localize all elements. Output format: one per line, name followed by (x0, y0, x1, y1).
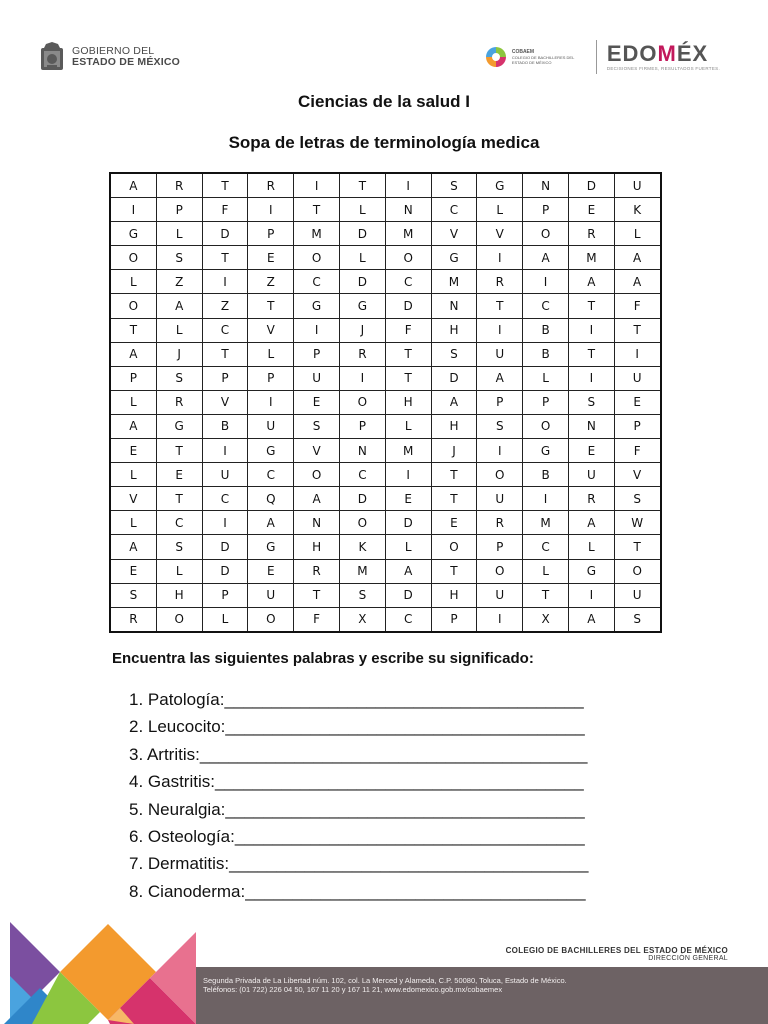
grid-cell: P (202, 583, 248, 607)
grid-cell: D (385, 583, 431, 607)
grid-cell: S (110, 583, 156, 607)
grid-cell: H (431, 414, 477, 438)
grid-row (110, 463, 661, 487)
footer-institution (506, 947, 728, 963)
grid-cell: V (614, 463, 660, 487)
grid-cell: C (385, 270, 431, 294)
grid-cell: C (294, 270, 340, 294)
grid-cell: D (202, 559, 248, 583)
grid-cell: A (156, 294, 202, 318)
grid-row (110, 246, 661, 270)
grid-cell: L (110, 270, 156, 294)
grid-cell: R (294, 559, 340, 583)
grid-cell: E (248, 246, 294, 270)
grid-cell: C (156, 511, 202, 535)
grid-cell: A (523, 246, 569, 270)
grid-cell: X (523, 607, 569, 632)
grid-cell: G (431, 246, 477, 270)
grid-row (110, 366, 661, 390)
gob-line1: GOBIERNO DEL (72, 45, 155, 57)
grid-cell: J (156, 342, 202, 366)
grid-cell: P (339, 414, 385, 438)
grid-cell: L (110, 511, 156, 535)
grid-cell: T (339, 173, 385, 198)
cobaem-emblem-icon (484, 45, 508, 69)
grid-row (110, 294, 661, 318)
grid-cell: N (431, 294, 477, 318)
grid-cell: P (294, 342, 340, 366)
grid-cell: E (568, 439, 614, 463)
grid-cell: E (431, 511, 477, 535)
grid-cell: E (294, 390, 340, 414)
grid-cell: P (248, 222, 294, 246)
grid-row (110, 342, 661, 366)
grid-cell: O (294, 463, 340, 487)
grid-cell: J (431, 439, 477, 463)
gob-line2: ESTADO DE MÉXICO (72, 56, 181, 68)
grid-cell: S (294, 414, 340, 438)
grid-cell: U (614, 583, 660, 607)
grid-row (110, 559, 661, 583)
grid-cell: I (110, 198, 156, 222)
grid-row (110, 198, 661, 222)
grid-cell: A (294, 487, 340, 511)
grid-cell: P (523, 390, 569, 414)
grid-cell: O (110, 246, 156, 270)
grid-cell: T (294, 583, 340, 607)
grid-cell: C (248, 463, 294, 487)
grid-cell: T (431, 559, 477, 583)
word-list-item: 8. Cianoderma:____________________________________ (129, 881, 586, 901)
grid-cell: P (477, 535, 523, 559)
grid-cell: L (248, 342, 294, 366)
footer-institution-name: COLEGIO DE BACHILLERES DEL ESTADO DE MÉXICO (505, 946, 728, 955)
grid-cell: U (614, 366, 660, 390)
grid-cell: O (339, 390, 385, 414)
grid-cell: G (523, 439, 569, 463)
edomex-word-m: M (657, 41, 677, 66)
grid-cell: E (614, 390, 660, 414)
grid-cell: O (248, 607, 294, 632)
grid-cell: Z (248, 270, 294, 294)
grid-cell: S (339, 583, 385, 607)
grid-cell: T (110, 318, 156, 342)
grid-cell: T (202, 342, 248, 366)
cobaem-logo (484, 45, 582, 69)
footer-address (203, 976, 567, 994)
grid-cell: U (568, 463, 614, 487)
edomex-logo (607, 43, 720, 71)
grid-cell: T (614, 535, 660, 559)
grid-cell: L (156, 318, 202, 342)
grid-cell: N (523, 173, 569, 198)
cobaem-line1: COLEGIO DE BACHILLERES DEL (511, 54, 575, 60)
grid-cell: I (477, 607, 523, 632)
grid-cell: L (385, 414, 431, 438)
grid-cell: U (477, 583, 523, 607)
grid-cell: L (339, 246, 385, 270)
footer-direction: DIRECCIÓN GENERAL (648, 955, 728, 962)
state-seal-icon (38, 42, 66, 72)
grid-cell: W (614, 511, 660, 535)
grid-cell: I (568, 318, 614, 342)
grid-cell: I (614, 342, 660, 366)
grid-cell: S (156, 366, 202, 390)
grid-cell: T (431, 463, 477, 487)
grid-cell: O (523, 414, 569, 438)
grid-cell: V (431, 222, 477, 246)
grid-cell: L (385, 535, 431, 559)
gobierno-logo (38, 42, 180, 72)
grid-cell: A (614, 246, 660, 270)
grid-cell: B (523, 342, 569, 366)
grid-cell: S (568, 390, 614, 414)
grid-cell: A (110, 535, 156, 559)
grid-cell: L (110, 463, 156, 487)
grid-cell: C (202, 487, 248, 511)
grid-cell: L (339, 198, 385, 222)
grid-cell: P (614, 414, 660, 438)
grid-cell: D (385, 294, 431, 318)
grid-row (110, 487, 661, 511)
grid-cell: T (248, 294, 294, 318)
grid-cell: K (614, 198, 660, 222)
word-list-item: 2. Leucocito:______________________________________ (129, 717, 585, 737)
cobaem-name: COBAEM (511, 48, 535, 55)
grid-cell: L (156, 222, 202, 246)
grid-cell: R (156, 173, 202, 198)
header-right-logos (484, 40, 720, 74)
grid-cell: K (339, 535, 385, 559)
grid-cell: S (614, 607, 660, 632)
grid-cell: I (477, 439, 523, 463)
grid-cell: E (110, 439, 156, 463)
grid-cell: S (156, 246, 202, 270)
grid-cell: E (568, 198, 614, 222)
grid-cell: G (248, 439, 294, 463)
grid-cell: U (248, 583, 294, 607)
grid-cell: M (523, 511, 569, 535)
grid-cell: H (156, 583, 202, 607)
grid-row (110, 270, 661, 294)
activity-title: Sopa de letras de terminología medica (228, 133, 540, 152)
grid-cell: A (568, 270, 614, 294)
grid-cell: T (477, 294, 523, 318)
grid-cell: A (385, 559, 431, 583)
grid-row (110, 173, 661, 198)
grid-cell: C (202, 318, 248, 342)
grid-cell: X (339, 607, 385, 632)
grid-cell: T (523, 583, 569, 607)
grid-cell: A (431, 390, 477, 414)
grid-cell: V (202, 390, 248, 414)
grid-cell: D (339, 487, 385, 511)
grid-cell: E (248, 559, 294, 583)
footer-address-line: Segunda Privada de La Libertad núm. 102, col. La Merced y Alameda, C.P. 50080, Toluca, Estado de México. (203, 976, 567, 985)
grid-cell: N (385, 198, 431, 222)
grid-cell: L (523, 366, 569, 390)
edomex-word-b: ÉX (676, 41, 709, 66)
grid-cell: U (477, 487, 523, 511)
grid-cell: T (614, 318, 660, 342)
grid-row (110, 439, 661, 463)
edomex-word-a: EDO (606, 41, 658, 66)
grid-cell: I (248, 198, 294, 222)
grid-cell: R (477, 511, 523, 535)
grid-cell: N (568, 414, 614, 438)
grid-cell: T (568, 342, 614, 366)
grid-row (110, 583, 661, 607)
course-title: Ciencias de la salud I (298, 92, 470, 111)
grid-row (110, 535, 661, 559)
grid-cell: A (568, 511, 614, 535)
grid-cell: M (339, 559, 385, 583)
grid-cell: L (523, 559, 569, 583)
edomex-tagline: DECISIONES FIRMES, RESULTADOS FUERTES. (606, 66, 720, 71)
grid-cell: F (202, 198, 248, 222)
grid-cell: H (294, 535, 340, 559)
grid-cell: U (202, 463, 248, 487)
grid-cell: D (339, 270, 385, 294)
grid-cell: T (385, 342, 431, 366)
grid-cell: P (110, 366, 156, 390)
grid-cell: L (477, 198, 523, 222)
grid-cell: R (156, 390, 202, 414)
grid-cell: Q (248, 487, 294, 511)
grid-cell: D (568, 173, 614, 198)
instruction-text: Encuentra las siguientes palabras y escribe su significado: (112, 650, 534, 667)
grid-cell: I (385, 463, 431, 487)
grid-cell: T (431, 487, 477, 511)
grid-cell: H (385, 390, 431, 414)
grid-cell: I (568, 366, 614, 390)
grid-cell: S (431, 173, 477, 198)
word-search-grid (109, 172, 662, 633)
grid-cell: O (385, 246, 431, 270)
grid-cell: O (339, 511, 385, 535)
grid-cell: G (294, 294, 340, 318)
grid-cell: I (477, 318, 523, 342)
grid-cell: I (523, 270, 569, 294)
grid-cell: A (110, 173, 156, 198)
grid-cell: G (339, 294, 385, 318)
grid-cell: C (339, 463, 385, 487)
grid-cell: V (248, 318, 294, 342)
grid-cell: H (431, 318, 477, 342)
grid-cell: R (568, 222, 614, 246)
word-list-item: 5. Neuralgia:______________________________________ (129, 799, 585, 819)
grid-cell: D (202, 535, 248, 559)
grid-cell: O (156, 607, 202, 632)
grid-cell: O (110, 294, 156, 318)
grid-cell: O (523, 222, 569, 246)
grid-cell: I (339, 366, 385, 390)
grid-cell: A (248, 511, 294, 535)
grid-cell: R (339, 342, 385, 366)
grid-cell: G (477, 173, 523, 198)
grid-cell: I (294, 318, 340, 342)
grid-cell: L (110, 390, 156, 414)
grid-cell: L (202, 607, 248, 632)
grid-cell: O (431, 535, 477, 559)
grid-cell: S (477, 414, 523, 438)
grid-cell: T (385, 366, 431, 390)
grid-cell: T (202, 173, 248, 198)
grid-cell: E (110, 559, 156, 583)
grid-cell: F (294, 607, 340, 632)
grid-cell: F (385, 318, 431, 342)
grid-cell: P (202, 366, 248, 390)
grid-cell: P (156, 198, 202, 222)
grid-cell: R (110, 607, 156, 632)
grid-cell: A (110, 342, 156, 366)
grid-cell: V (110, 487, 156, 511)
grid-cell: O (477, 463, 523, 487)
grid-cell: G (156, 414, 202, 438)
grid-cell: G (568, 559, 614, 583)
grid-cell: M (385, 222, 431, 246)
cobaem-line2: ESTADO DE MÉXICO (511, 59, 552, 65)
grid-cell: O (294, 246, 340, 270)
grid-cell: S (431, 342, 477, 366)
grid-cell: L (156, 559, 202, 583)
grid-cell: L (614, 222, 660, 246)
grid-cell: M (568, 246, 614, 270)
grid-cell: D (202, 222, 248, 246)
grid-cell: F (614, 294, 660, 318)
grid-cell: U (294, 366, 340, 390)
grid-cell: M (294, 222, 340, 246)
grid-row (110, 414, 661, 438)
grid-cell: N (294, 511, 340, 535)
grid-cell: B (202, 414, 248, 438)
word-list-item: 4. Gastritis:_______________________________________ (129, 772, 584, 792)
grid-cell: N (339, 439, 385, 463)
grid-cell: R (477, 270, 523, 294)
grid-cell: F (614, 439, 660, 463)
grid-cell: D (431, 366, 477, 390)
word-list-item: 7. Dermatitis:______________________________________ (129, 854, 589, 874)
grid-cell: T (294, 198, 340, 222)
grid-cell: I (202, 439, 248, 463)
grid-row (110, 390, 661, 414)
grid-cell: R (248, 173, 294, 198)
grid-cell: U (614, 173, 660, 198)
grid-cell: Z (202, 294, 248, 318)
grid-cell: S (156, 535, 202, 559)
grid-cell: J (339, 318, 385, 342)
grid-cell: I (294, 173, 340, 198)
grid-row (110, 607, 661, 632)
word-list-item: 1. Patología:______________________________________ (129, 690, 584, 709)
grid-cell: C (431, 198, 477, 222)
grid-cell: Z (156, 270, 202, 294)
grid-cell: T (202, 246, 248, 270)
grid-cell: R (568, 487, 614, 511)
grid-cell: A (477, 366, 523, 390)
grid-cell: G (248, 535, 294, 559)
grid-cell: I (477, 246, 523, 270)
grid-cell: T (156, 439, 202, 463)
grid-cell: P (477, 390, 523, 414)
logo-divider (596, 40, 597, 74)
grid-cell: C (523, 294, 569, 318)
grid-cell: A (110, 414, 156, 438)
grid-cell: B (523, 318, 569, 342)
grid-cell: A (614, 270, 660, 294)
grid-cell: A (568, 607, 614, 632)
word-list (129, 686, 588, 905)
grid-cell: P (431, 607, 477, 632)
grid-cell: P (248, 366, 294, 390)
grid-cell: I (385, 173, 431, 198)
grid-cell: M (385, 439, 431, 463)
grid-cell: I (248, 390, 294, 414)
grid-cell: G (110, 222, 156, 246)
grid-cell: S (614, 487, 660, 511)
grid-cell: D (385, 511, 431, 535)
grid-cell: I (523, 487, 569, 511)
grid-row (110, 222, 661, 246)
grid-cell: U (477, 342, 523, 366)
grid-cell: V (294, 439, 340, 463)
grid-cell: U (248, 414, 294, 438)
grid-cell: I (202, 270, 248, 294)
grid-cell: L (568, 535, 614, 559)
grid-row (110, 318, 661, 342)
footer-phones-line: Teléfonos: (01 722) 226 04 50, 167 11 20 y 167 11 21, www.edomexico.gob.mx/cobaemex (203, 985, 503, 994)
grid-row (110, 511, 661, 535)
word-list-item: 6. Osteología:_____________________________________ (129, 826, 585, 846)
grid-cell: V (477, 222, 523, 246)
grid-cell: I (568, 583, 614, 607)
grid-cell: T (156, 487, 202, 511)
grid-cell: D (339, 222, 385, 246)
grid-cell: C (523, 535, 569, 559)
grid-cell: B (523, 463, 569, 487)
grid-cell: H (431, 583, 477, 607)
grid-cell: O (477, 559, 523, 583)
word-list-item: 3. Artritis:_________________________________________ (129, 744, 588, 764)
grid-cell: T (568, 294, 614, 318)
grid-cell: P (523, 198, 569, 222)
grid-cell: C (385, 607, 431, 632)
grid-cell: I (202, 511, 248, 535)
grid-cell: E (385, 487, 431, 511)
grid-cell: E (156, 463, 202, 487)
grid-cell: M (431, 270, 477, 294)
grid-cell: O (614, 559, 660, 583)
